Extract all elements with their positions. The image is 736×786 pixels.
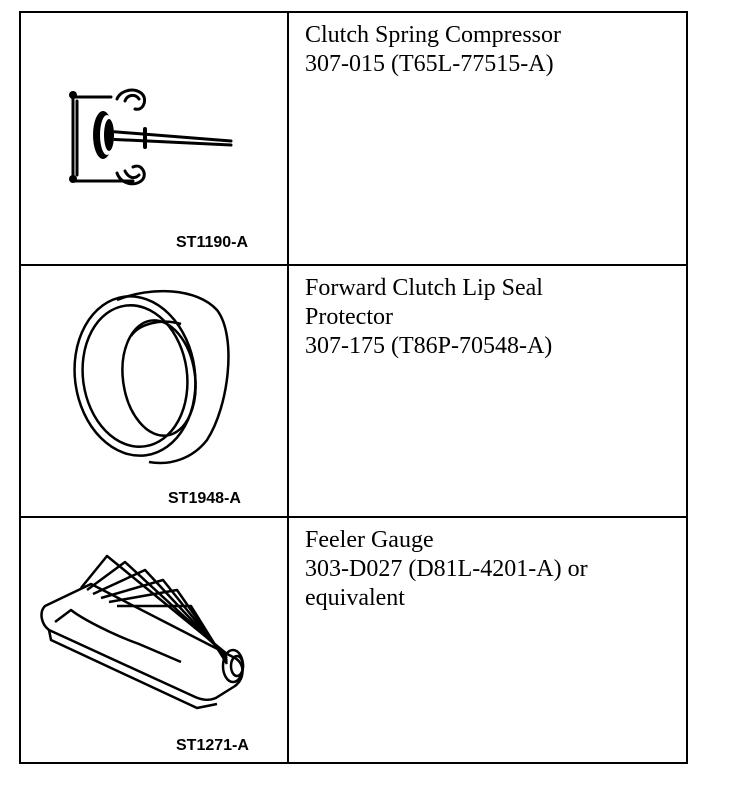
- tool-row-lip-seal-protector: [21, 264, 686, 516]
- tool-row-clutch-spring-compressor: [21, 13, 686, 264]
- tool-number: 303-D027 (D81L-4201-A) or: [305, 556, 588, 582]
- clutch-spring-compressor-illustration: [21, 13, 287, 264]
- tool-name-line-2: Protector: [305, 304, 393, 330]
- special-tools-table: [19, 11, 688, 764]
- tool-description-cell: [289, 13, 686, 264]
- tool-description: [305, 274, 552, 361]
- tool-description-cell: [289, 266, 686, 516]
- figure-reference-label: ST1271-A: [176, 737, 249, 754]
- figure-reference-label: ST1190-A: [176, 234, 249, 251]
- tool-note: equivalent: [305, 585, 405, 611]
- lip-seal-protector-illustration: [21, 266, 287, 516]
- tool-image-cell: [21, 13, 289, 264]
- tool-number: 307-015 (T65L-77515-A): [305, 51, 554, 77]
- tool-image-cell: [21, 266, 289, 516]
- tool-row-feeler-gauge: [21, 516, 686, 764]
- feeler-gauge-illustration: [21, 518, 287, 764]
- tool-description: [305, 21, 561, 79]
- tool-name-line-1: Forward Clutch Lip Seal: [305, 275, 543, 301]
- tool-name: Feeler Gauge: [305, 527, 434, 553]
- tool-description: [305, 526, 588, 613]
- tool-name: Clutch Spring Compressor: [305, 22, 561, 48]
- tool-image-cell: [21, 518, 289, 764]
- tool-number: 307-175 (T86P-70548-A): [305, 333, 553, 359]
- tool-description-cell: [289, 518, 686, 764]
- figure-reference-label: ST1948-A: [168, 490, 241, 507]
